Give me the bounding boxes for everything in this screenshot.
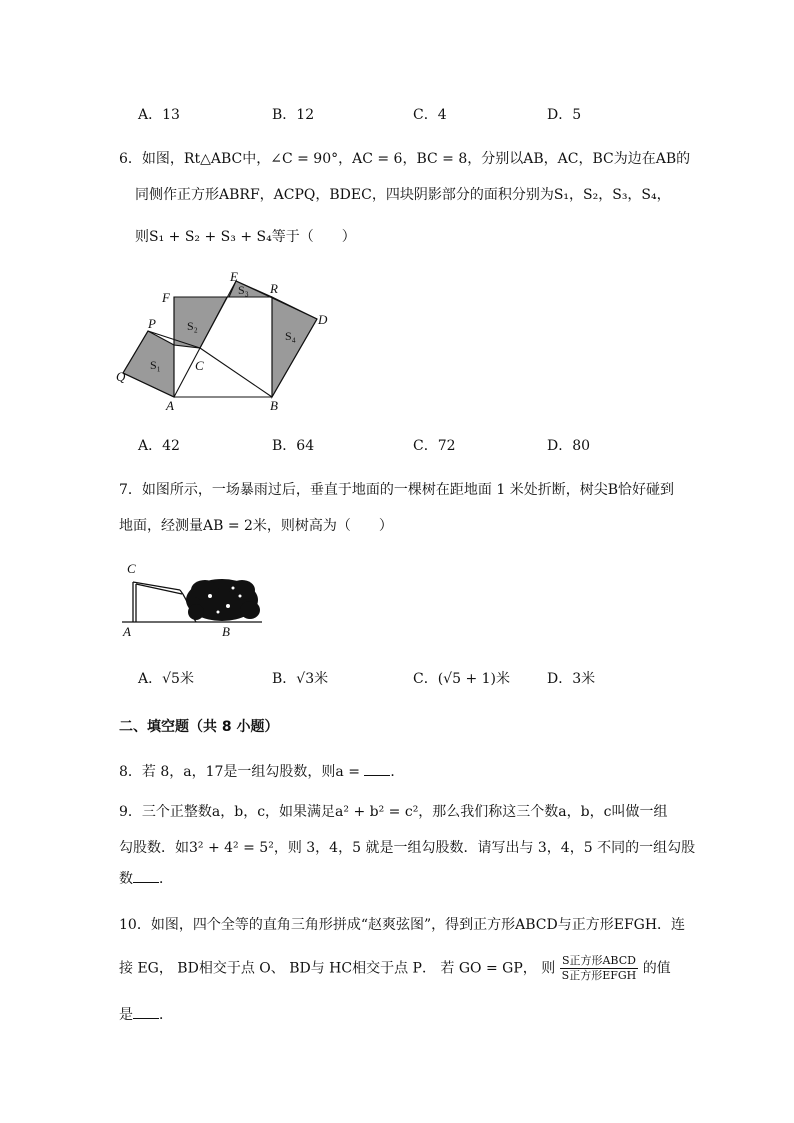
q5-option-c: C．4 — [413, 107, 447, 123]
q10-text-period: ． — [159, 1007, 173, 1023]
q8-answer-blank[interactable] — [364, 763, 390, 776]
q6-label-b: B — [270, 398, 278, 413]
q6-label-e: E — [230, 269, 238, 284]
q7-figure — [118, 556, 268, 640]
q7-options — [138, 668, 738, 690]
q5-option-b: B．12 — [272, 107, 315, 123]
q7-option-b: B．√3米 — [272, 671, 329, 687]
q6-option-d: D．80 — [547, 438, 591, 454]
q7-line1: 7．如图所示，一场暴雨过后，垂直于地面的一棵树在距地面 1 米处折断，树尖B恰好碰到 — [119, 482, 675, 498]
q6-line2: 同侧作正方形ABRF，ACPQ，BDEC，四块阴影部分的面积分别为S₁，S₂，S₃，S₄， — [135, 187, 671, 203]
q6-label-c: C — [195, 358, 204, 373]
q7-label-b: B — [222, 624, 230, 639]
q9-line1: 9．三个正整数a，b，c，如果满足a² + b² = c²，那么我们称这三个数a，b，c叫做一组 — [119, 804, 668, 820]
q6-label-q: Q — [116, 369, 126, 384]
q8-text: 8．若 8，a，17是一组勾股数，则a = — [119, 764, 365, 780]
q6-shaded-s2 — [174, 297, 227, 348]
q5-options — [138, 104, 738, 126]
q9-line2: 勾股数．如3² + 4² = 5²，则 3，4，5 就是一组勾股数．请写出与 3，4，5 不同的一组勾股 — [119, 840, 696, 856]
q7-label-c: C — [127, 561, 136, 576]
q6-label-f: F — [162, 290, 170, 305]
q6-label-p: P — [148, 316, 156, 331]
q7-label-a: A — [123, 624, 131, 639]
q6-shaded-s1 — [123, 331, 174, 397]
q10-area-fraction — [560, 954, 639, 983]
q6-label-s4: S₄ — [285, 329, 296, 343]
q7-line2: 地面，经测量AB = 2米，则树高为（ ） — [119, 518, 393, 534]
q10-line1: 10．如图，四个全等的直角三角形拼成“赵爽弦图”，得到正方形ABCD与正方形EFGH．连 — [119, 917, 686, 933]
q10-text-end: 的值 — [642, 960, 671, 977]
q8-line — [119, 761, 404, 781]
q6-options — [138, 435, 738, 457]
q7-option-a: A．√5米 — [138, 671, 194, 687]
q10-text-is: 是 — [119, 1007, 133, 1023]
q6-figure — [112, 266, 342, 416]
q6-option-c: C．72 — [413, 438, 456, 454]
q10-fraction-numerator: S正方形ABCD — [560, 954, 639, 969]
q9-text-end: ． — [159, 871, 173, 887]
q5-option-d: D．5 — [547, 107, 582, 123]
q8-text-end: ． — [390, 764, 405, 780]
q6-label-s1: S₁ — [150, 358, 161, 372]
q9-text: 数 — [119, 871, 133, 887]
q5-option-a: A．13 — [138, 107, 180, 123]
q6-label-s3: S₃ — [238, 283, 249, 297]
q6-label-d: D — [318, 312, 328, 327]
q10-line3 — [119, 1004, 173, 1024]
q6-shaded-s4 — [272, 297, 317, 397]
q6-label-r: R — [270, 281, 278, 296]
tree-crown-illustration — [186, 579, 260, 621]
q10-fraction-denominator: S正方形EFGH — [561, 969, 637, 982]
q7-option-d: D．3米 — [547, 671, 596, 687]
q6-label-a: A — [166, 398, 174, 413]
q6-option-a: A．42 — [138, 438, 180, 454]
q10-answer-blank[interactable] — [133, 1006, 159, 1019]
section-title: 二、填空题（共 8 小题） — [119, 719, 279, 735]
q9-line3 — [119, 868, 173, 888]
q10-line2 — [119, 954, 671, 983]
q7-option-c: C．(√5 + 1)米 — [413, 671, 511, 687]
q9-answer-blank[interactable] — [133, 870, 159, 883]
q6-line3: 则S₁ + S₂ + S₃ + S₄等于（ ） — [135, 229, 356, 245]
q6-line1: 6．如图，Rt△ABC中，∠C = 90°，AC = 6，BC = 8，分别以AB，AC，BC为边在AB的 — [119, 151, 691, 167]
q6-label-s2: S₂ — [187, 319, 198, 333]
q6-option-b: B．64 — [272, 438, 315, 454]
q10-text: 接 EG， BD相交于点 O、 BD与 HC相交于点 P． 若 GO = GP， 则 — [119, 960, 556, 977]
